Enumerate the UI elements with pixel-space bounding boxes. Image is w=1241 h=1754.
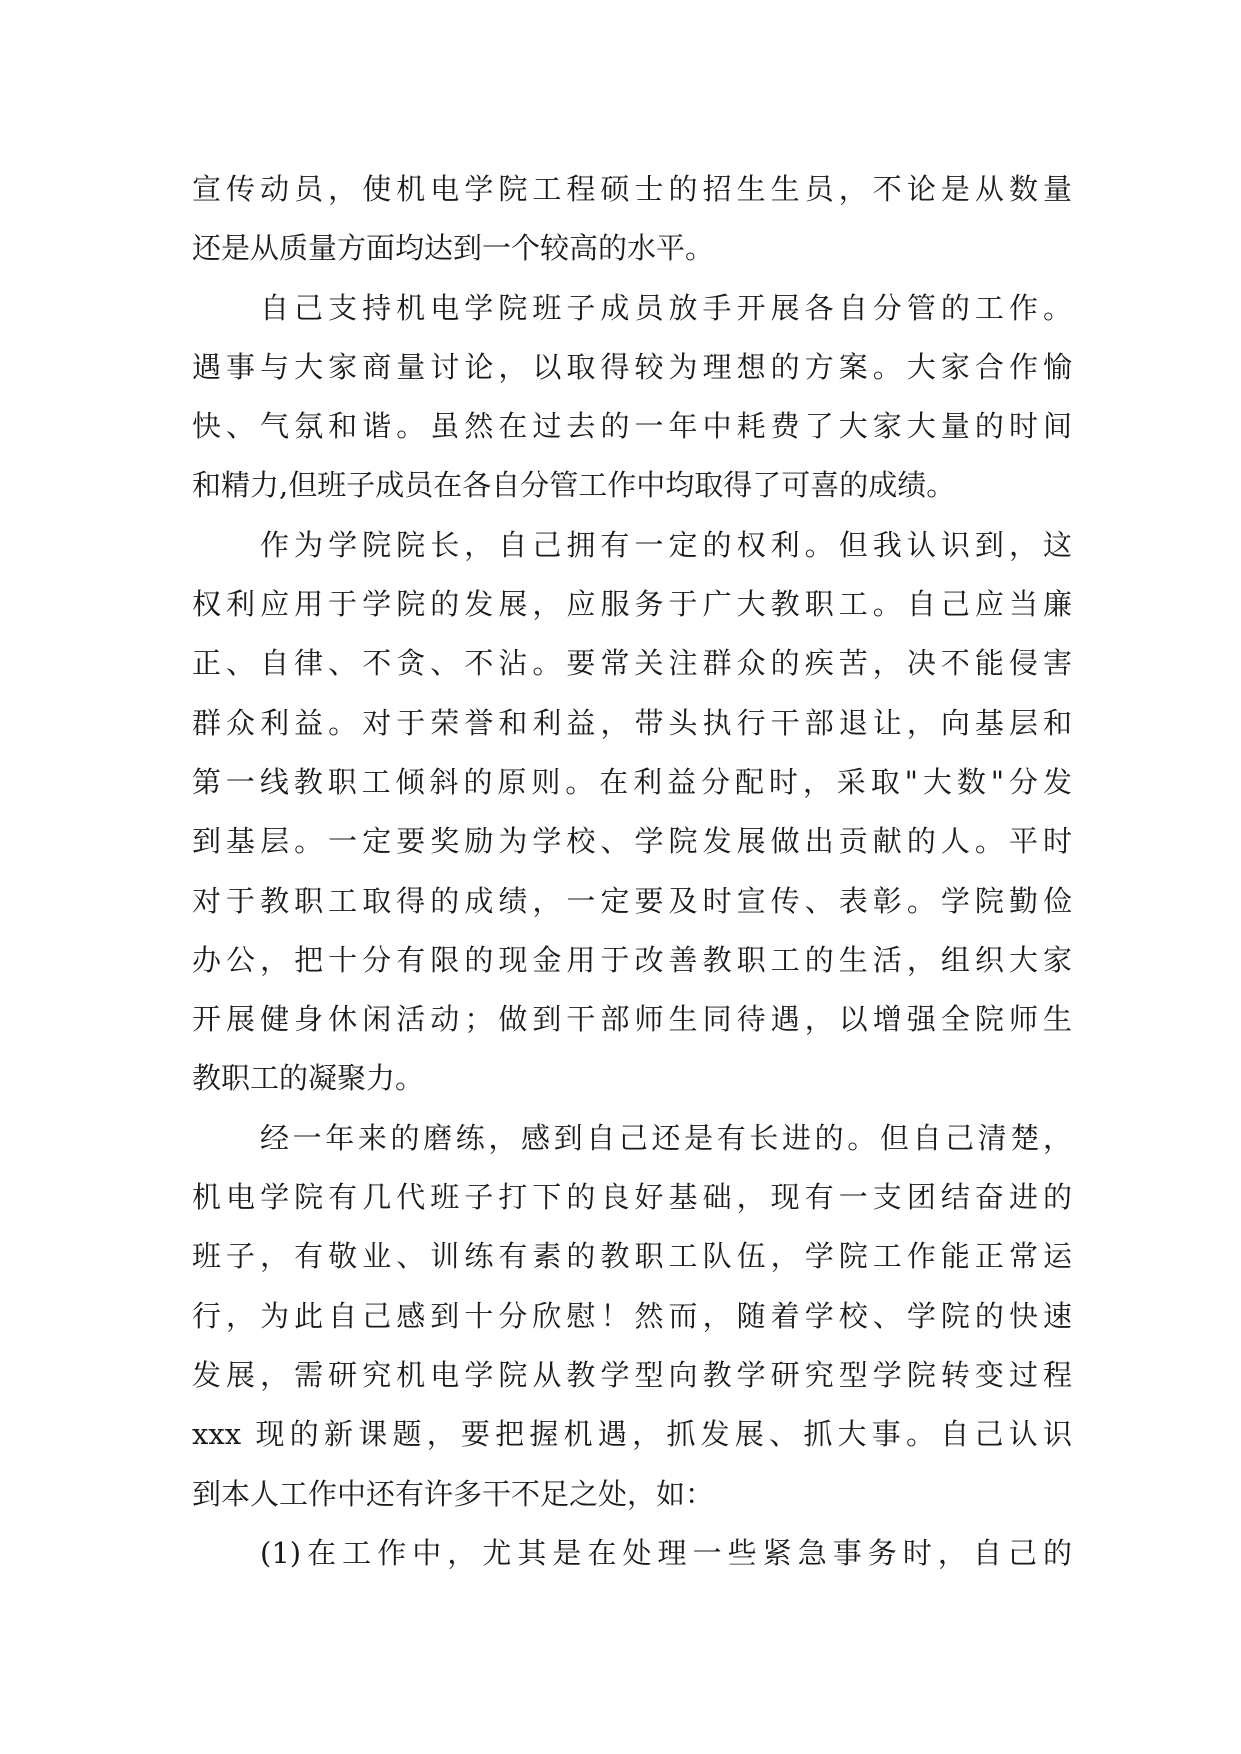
text-line: 对于教职工取得的成绩，一定要及时宣传、表彰。学院勤俭 xyxy=(192,883,1072,918)
text-line: 经一年来的磨练，感到自己还是有长进的。但自己清楚， xyxy=(260,1120,1072,1155)
text-line: 第一线教职工倾斜的原则。在利益分配时，采取"大数"分发 xyxy=(192,764,1072,799)
text-line: 机电学院有几代班子打下的良好基础，现有一支团结奋进的 xyxy=(192,1180,1072,1215)
text-line: 作为学院院长，自己拥有一定的权利。但我认识到，这 xyxy=(260,527,1072,562)
text-line: 还是从质量方面均达到一个较高的水平。 xyxy=(192,231,715,266)
text-line: 到基层。一定要奖励为学校、学院发展做出贡献的人。平时 xyxy=(192,824,1072,859)
text-line: 权利应用于学院的发展，应服务于广大教职工。自己应当廉 xyxy=(192,587,1072,622)
text-line: 和精力,但班子成员在各自分管工作中均取得了可喜的成绩。 xyxy=(192,468,956,503)
text-line: 群众利益。对于荣誉和利益，带头执行干部退让，向基层和 xyxy=(192,705,1072,740)
text-line: 遇事与大家商量讨论，以取得较为理想的方案。大家合作愉 xyxy=(192,349,1072,384)
text-line: 宣传动员，使机电学院工程硕士的招生生员，不论是从数量 xyxy=(192,172,1072,206)
text-line: 办公，把十分有限的现金用于改善教职工的生活，组织大家 xyxy=(192,942,1072,977)
document-body xyxy=(192,160,1072,1583)
text-line: 班子，有敬业、训练有素的教职工队伍，学院工作能正常运 xyxy=(192,1239,1072,1274)
text-line: 开展健身休闲活动；做到干部师生同待遇，以增强全院师生 xyxy=(192,1002,1072,1037)
text-line: 到本人工作中还有许多干不足之处，如： xyxy=(192,1476,715,1511)
text-line: (1)在工作中，尤其是在处理一些紧急事务时，自己的 xyxy=(260,1535,1072,1570)
text-line: 快、气氛和谐。虽然在过去的一年中耗费了大家大量的时间 xyxy=(192,409,1072,444)
text-line: 行，为此自己感到十分欣慰！然而，随着学校、学院的快速 xyxy=(192,1298,1072,1333)
text-line: 发展，需研究机电学院从教学型向教学研究型学院转变过程 xyxy=(192,1357,1072,1392)
text-line: 自己支持机电学院班子成员放手开展各自分管的工作。 xyxy=(260,290,1072,325)
text-line: xxx 现的新课题，要把握机遇，抓发展、抓大事。自己认识 xyxy=(192,1417,1072,1452)
text-line: 正、自律、不贪、不沾。要常关注群众的疾苦，决不能侵害 xyxy=(192,646,1072,681)
text-line: 教职工的凝聚力。 xyxy=(192,1061,425,1096)
